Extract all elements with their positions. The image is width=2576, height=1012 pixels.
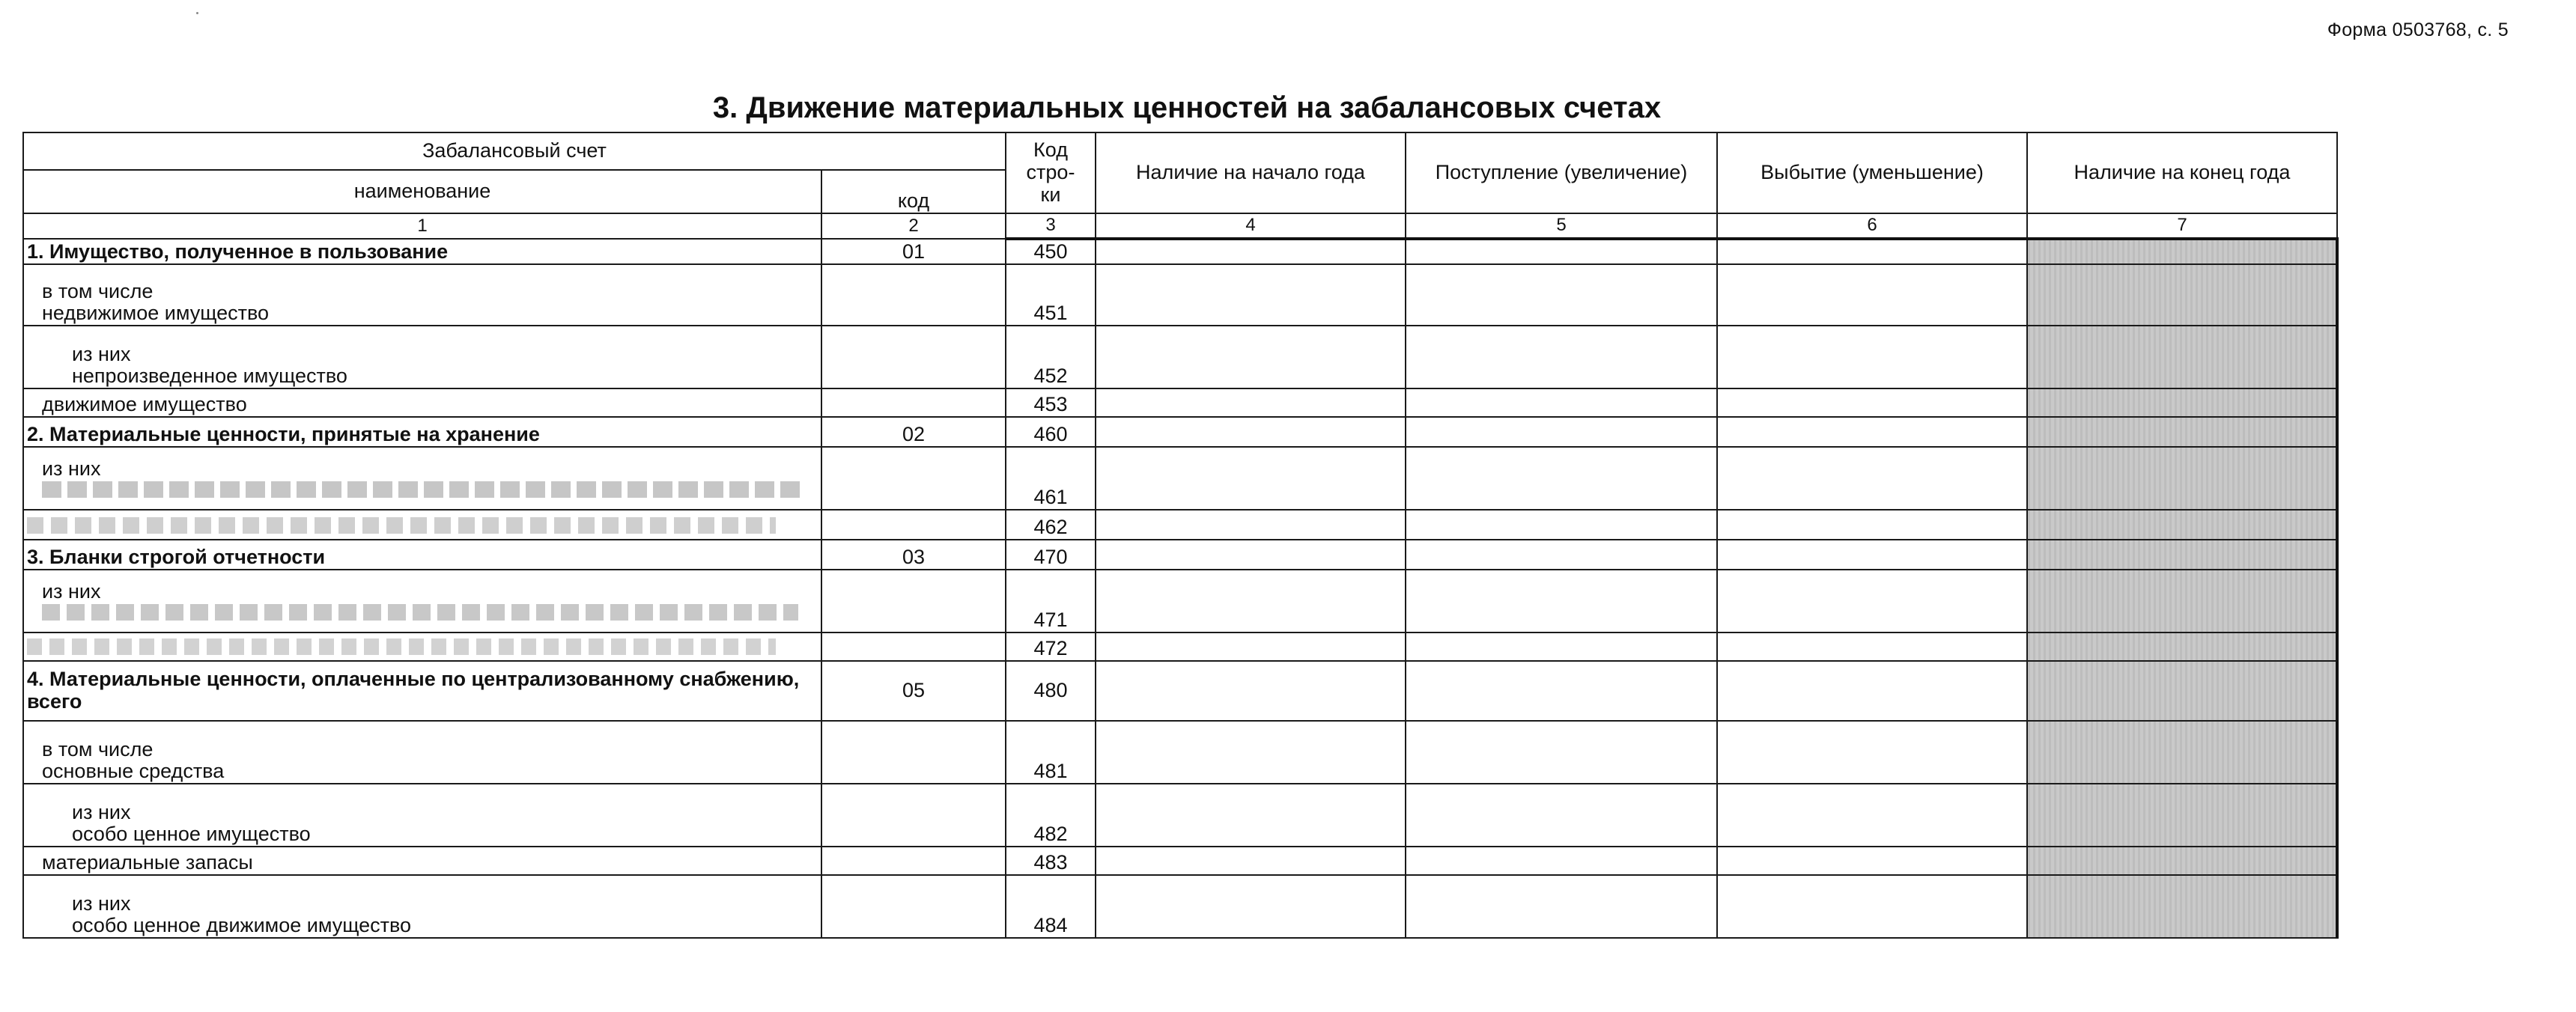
cell-end [2027, 632, 2337, 661]
row-code: 05 [821, 661, 1006, 721]
row-name [23, 875, 821, 938]
redacted-bar [27, 517, 776, 534]
col-number: 6 [1717, 213, 2027, 239]
cell-receipt [1406, 847, 1717, 875]
cell-begin [1096, 510, 1406, 540]
col-number: 3 [1006, 213, 1096, 239]
table-row [23, 326, 2337, 388]
row-line: 472 [1006, 632, 1096, 661]
table-row [23, 661, 2337, 721]
row-code [821, 510, 1006, 540]
cell-end [2027, 784, 2337, 847]
cell-end [2027, 510, 2337, 540]
cell-end [2027, 239, 2337, 264]
row-code [821, 264, 1006, 326]
col-number: 7 [2027, 213, 2337, 239]
off-balance-table [22, 132, 2339, 939]
header-disposal: Выбытие (уменьшение) [1717, 132, 2027, 213]
cell-end [2027, 875, 2337, 938]
section-title: 3. Движение материальных ценностей на забалансовых счетах [712, 91, 1662, 124]
row-name: движимое имущество [23, 388, 821, 417]
row-name: 2. Материальные ценности, принятые на хранение [23, 417, 821, 447]
cell-end [2027, 721, 2337, 784]
col-number: 1 [23, 213, 821, 239]
cell-disposal [1717, 447, 2027, 510]
table-row [23, 784, 2337, 847]
header-receipt: Поступление (увеличение) [1406, 132, 1717, 213]
row-code [821, 632, 1006, 661]
row-code [821, 447, 1006, 510]
cell-receipt [1406, 540, 1717, 570]
cell-end [2027, 388, 2337, 417]
row-line: 450 [1006, 239, 1096, 264]
cell-begin [1096, 875, 1406, 938]
row-name-prefix: из них [42, 580, 101, 603]
table-row [23, 540, 2337, 570]
row-line: 453 [1006, 388, 1096, 417]
row-name: 3. Бланки строгой отчетности [23, 540, 821, 570]
table-row [23, 721, 2337, 784]
row-name-main: основные средства [42, 760, 225, 783]
row-line: 461 [1006, 447, 1096, 510]
row-name [23, 721, 821, 784]
row-name-prefix: из них [72, 891, 131, 915]
cell-receipt [1406, 784, 1717, 847]
row-name [23, 784, 821, 847]
table-row [23, 447, 2337, 510]
cell-receipt [1406, 388, 1717, 417]
cell-begin [1096, 447, 1406, 510]
cell-begin [1096, 417, 1406, 447]
row-line: 482 [1006, 784, 1096, 847]
row-line: 471 [1006, 570, 1096, 632]
cell-receipt [1406, 721, 1717, 784]
cell-disposal [1717, 540, 2027, 570]
row-line: 470 [1006, 540, 1096, 570]
row-name [23, 326, 821, 388]
redacted-bar [42, 481, 806, 498]
cell-begin [1096, 570, 1406, 632]
cell-receipt [1406, 510, 1717, 540]
row-name-prefix: в том числе [42, 737, 154, 760]
row-code [821, 875, 1006, 938]
row-code [821, 326, 1006, 388]
cell-disposal [1717, 661, 2027, 721]
row-code [821, 721, 1006, 784]
table-row [23, 417, 2337, 447]
row-name: 1. Имущество, полученное в пользование [23, 239, 821, 264]
cell-receipt [1406, 447, 1717, 510]
cell-end [2027, 540, 2337, 570]
cell-end [2027, 417, 2337, 447]
cell-disposal [1717, 847, 2027, 875]
cell-begin [1096, 632, 1406, 661]
redacted-text [42, 603, 818, 632]
header-end: Наличие на конец года [2027, 132, 2337, 213]
row-name [23, 510, 821, 540]
redacted-bar [27, 638, 776, 655]
row-line: 484 [1006, 875, 1096, 938]
header-account: Забалансовый счет [23, 132, 1006, 170]
row-name-prefix: из них [72, 800, 131, 823]
cell-disposal [1717, 388, 2027, 417]
col-number: 2 [821, 213, 1006, 239]
table-row [23, 847, 2337, 875]
row-line: 481 [1006, 721, 1096, 784]
cell-receipt [1406, 264, 1717, 326]
redacted-bar [42, 604, 798, 621]
table-row [23, 510, 2337, 540]
cell-begin [1096, 847, 1406, 875]
cell-begin [1096, 264, 1406, 326]
cell-begin [1096, 326, 1406, 388]
header-code: код [821, 170, 1006, 213]
row-line: 451 [1006, 264, 1096, 326]
col-number: 5 [1406, 213, 1717, 239]
row-name-main: особо ценное имущество [72, 823, 311, 846]
table-row [23, 388, 2337, 417]
row-name [23, 447, 821, 510]
cell-disposal [1717, 570, 2027, 632]
row-name-main: непроизведенное имущество [72, 365, 347, 388]
row-line: 462 [1006, 510, 1096, 540]
cell-end [2027, 326, 2337, 388]
cell-disposal [1717, 326, 2027, 388]
cell-receipt [1406, 326, 1717, 388]
cell-disposal [1717, 721, 2027, 784]
cell-disposal [1717, 510, 2027, 540]
row-code [821, 570, 1006, 632]
row-line: 483 [1006, 847, 1096, 875]
table-row [23, 239, 2337, 264]
cell-receipt [1406, 875, 1717, 938]
cell-disposal [1717, 632, 2027, 661]
cell-receipt [1406, 661, 1717, 721]
cell-disposal [1717, 264, 2027, 326]
row-line: 452 [1006, 326, 1096, 388]
cell-disposal [1717, 417, 2027, 447]
row-code: 01 [821, 239, 1006, 264]
cell-end [2027, 847, 2337, 875]
header-row-code: Код стро- ки [1006, 132, 1096, 213]
row-code [821, 388, 1006, 417]
row-name [23, 570, 821, 632]
cell-end [2027, 661, 2337, 721]
table-row [23, 875, 2337, 938]
row-code [821, 847, 1006, 875]
cell-begin [1096, 388, 1406, 417]
cell-begin [1096, 784, 1406, 847]
row-code: 02 [821, 417, 1006, 447]
row-name-prefix: из них [72, 342, 131, 365]
cell-disposal [1717, 784, 2027, 847]
row-name [23, 632, 821, 661]
form-reference: Форма 0503768, с. 5 [2327, 19, 2509, 40]
scan-speck [196, 12, 198, 14]
cell-begin [1096, 239, 1406, 264]
table-row [23, 570, 2337, 632]
row-line: 480 [1006, 661, 1096, 721]
cell-receipt [1406, 417, 1717, 447]
header-name: наименование [23, 170, 821, 213]
cell-begin [1096, 661, 1406, 721]
table-row [23, 264, 2337, 326]
header-begin: Наличие на начало года [1096, 132, 1406, 213]
cell-begin [1096, 540, 1406, 570]
row-name-main: недвижимое имущество [42, 302, 270, 325]
row-name: 4. Материальные ценности, оплаченные по централизованному снабжению, всего [23, 661, 821, 721]
cell-begin [1096, 721, 1406, 784]
cell-disposal [1717, 239, 2027, 264]
row-name: материальные запасы [23, 847, 821, 875]
redacted-text [42, 481, 818, 509]
cell-end [2027, 570, 2337, 632]
col-number: 4 [1096, 213, 1406, 239]
row-name-main: особо ценное движимое имущество [72, 914, 412, 937]
row-name-prefix: из них [42, 457, 101, 481]
row-code: 03 [821, 540, 1006, 570]
row-name [23, 264, 821, 326]
cell-end [2027, 447, 2337, 510]
row-line: 460 [1006, 417, 1096, 447]
table-row [23, 632, 2337, 661]
cell-disposal [1717, 875, 2027, 938]
row-name-prefix: в том числе [42, 279, 154, 302]
cell-receipt [1406, 570, 1717, 632]
cell-receipt [1406, 632, 1717, 661]
row-code [821, 784, 1006, 847]
cell-end [2027, 264, 2337, 326]
cell-receipt [1406, 239, 1717, 264]
